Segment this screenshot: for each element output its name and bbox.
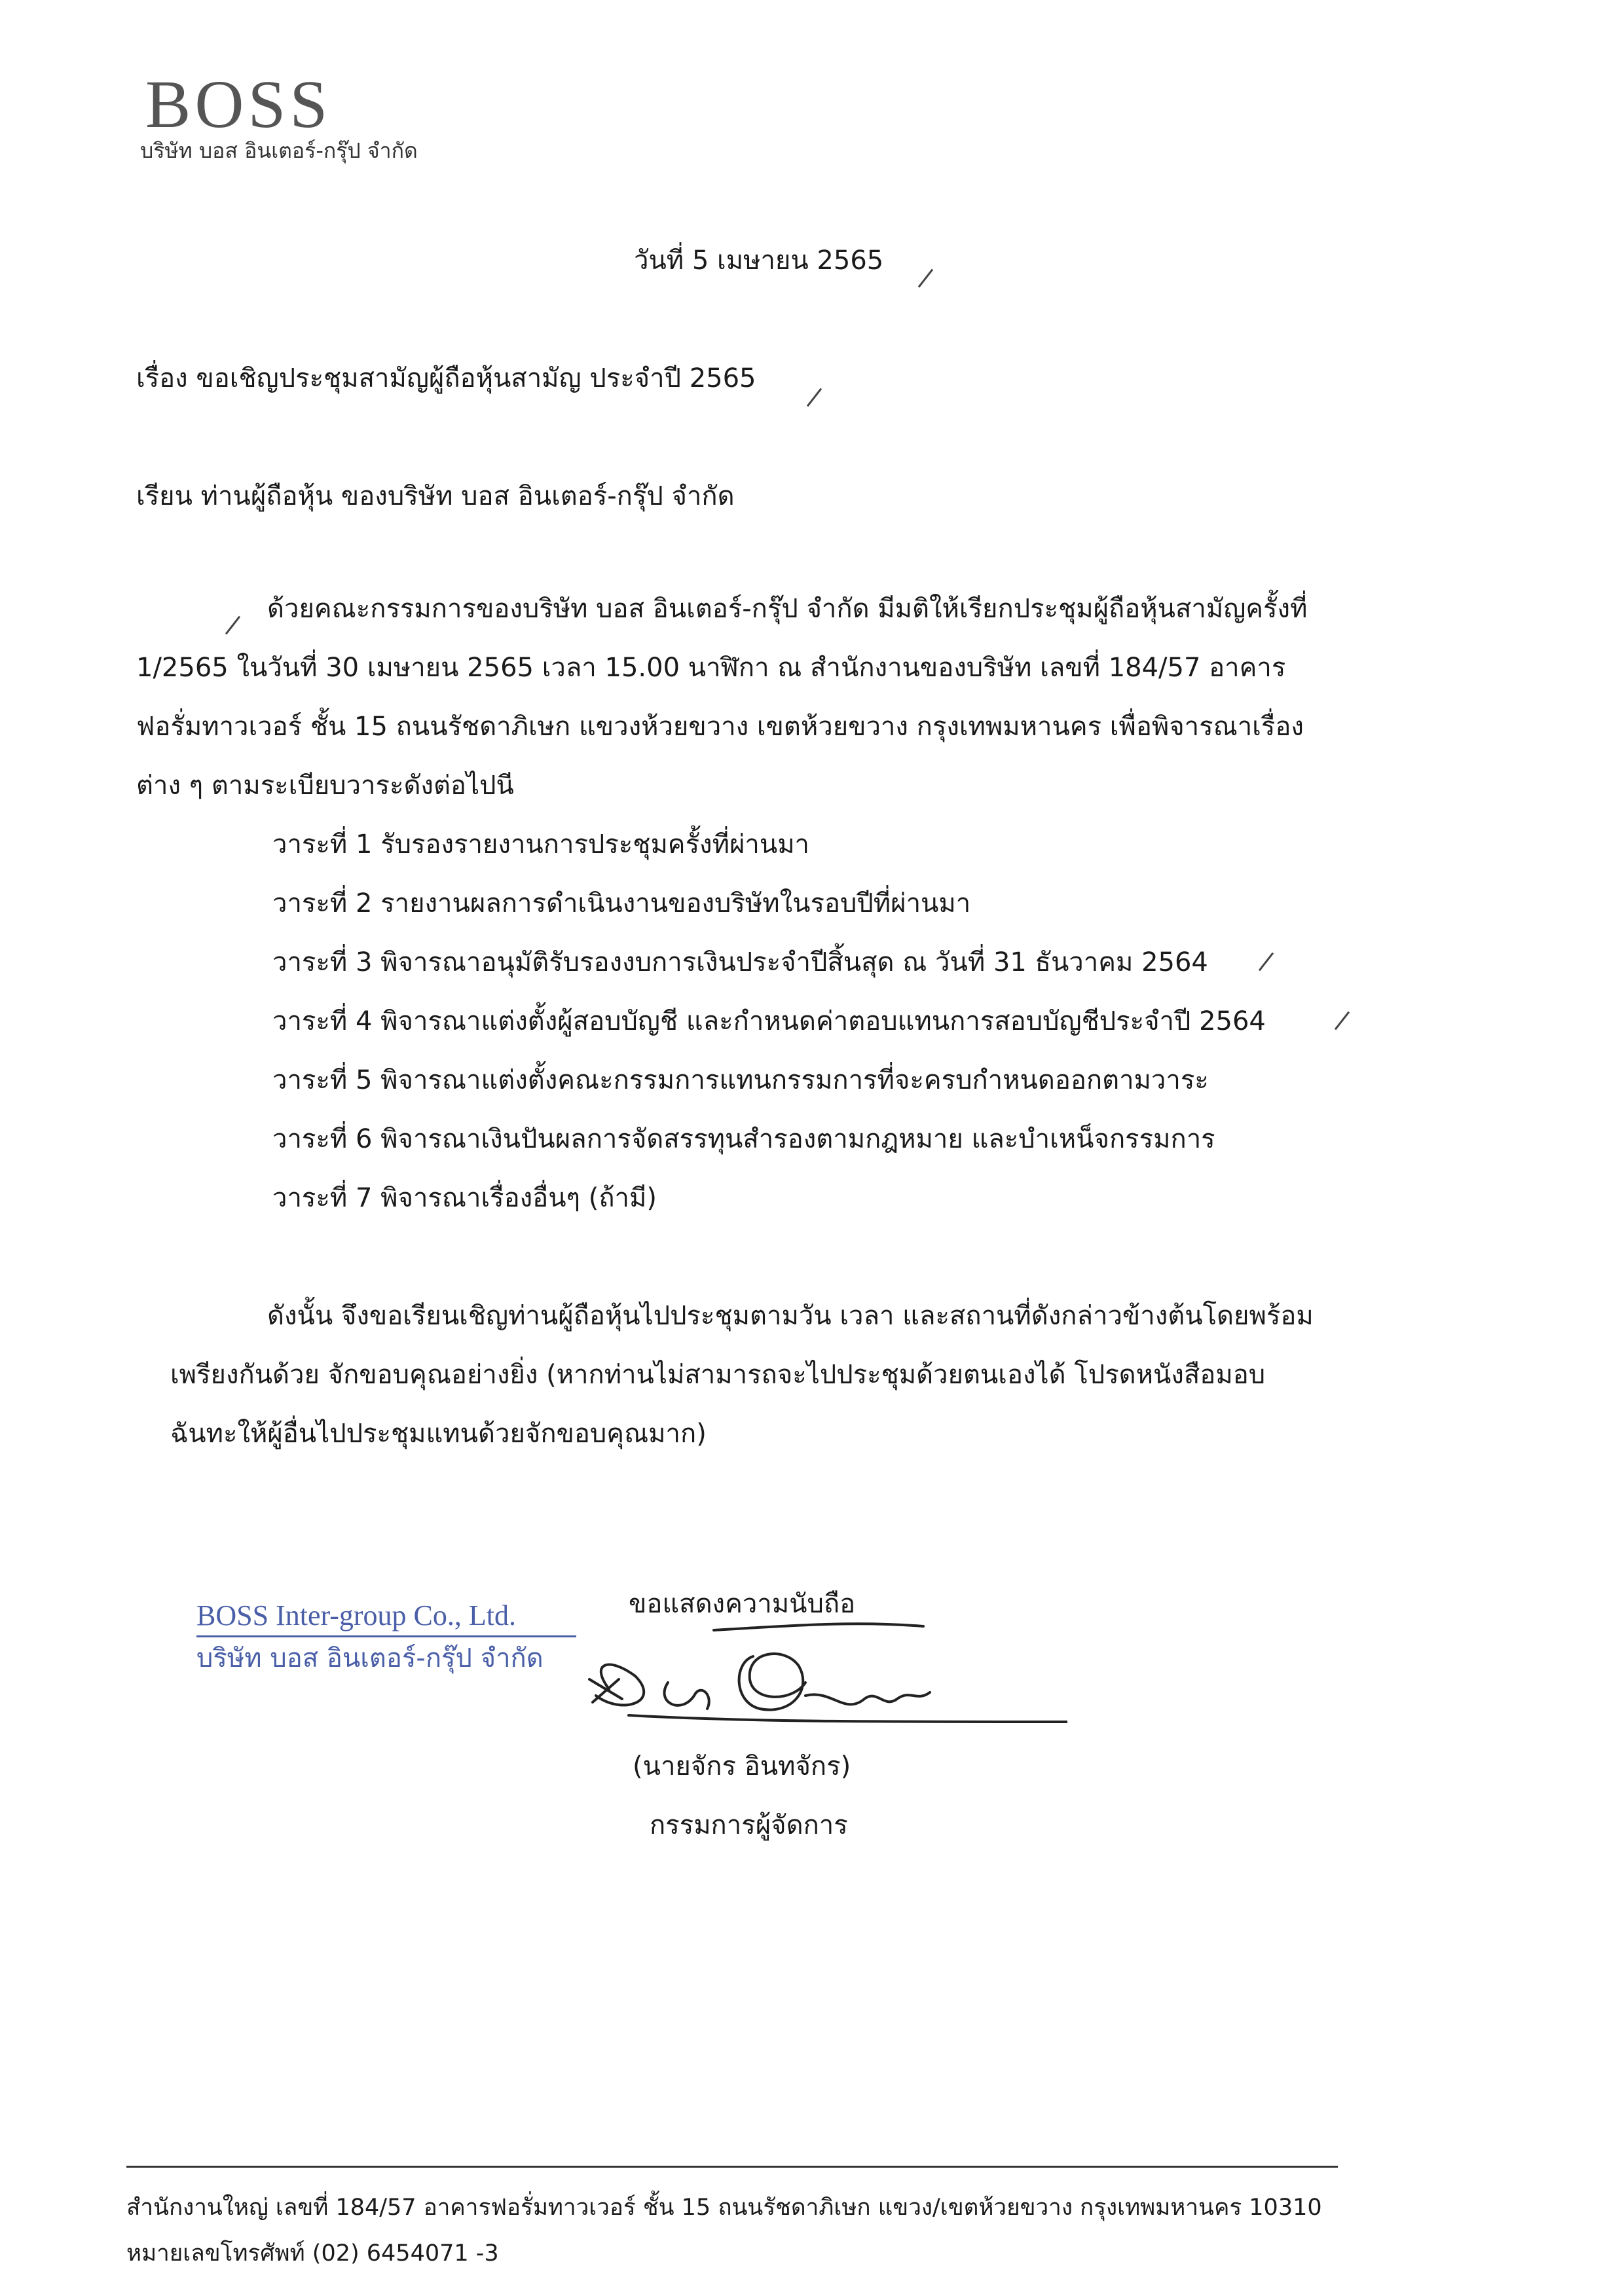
letter-date: วันที่ 5 เมษายน 2565 (634, 246, 884, 276)
letter-salutation: เรียน ท่านผู้ถือหุ้น ของบริษัท บอส อินเตอร์-กรุ๊ป จำกัด (136, 481, 735, 511)
agenda-item: วาระที่ 6 พิจารณาเงินปันผลการจัดสรรทุนสำรองตามกฎหมาย และบำเหน็จกรรมการ (272, 1124, 1215, 1154)
letter-subject: เรื่อง ขอเชิญประชุมสามัญผู้ถือหุ้นสามัญ ประจำปี 2565 (136, 363, 756, 393)
signatory-name: (นายจักร อินทจักร) (633, 1751, 851, 1781)
body-line: ด้วยคณะกรรมการของบริษัท บอส อินเตอร์-กรุ๊ป จำกัด มีมติให้เรียกประชุมผู้ถือหุ้นสามัญครั้งที่ (267, 594, 1308, 624)
footer-phone: หมายเลขโทรศัพท์ (02) 6454071 -3 (126, 2240, 499, 2267)
company-logo: BOSS (145, 67, 332, 142)
agenda-item: วาระที่ 7 พิจารณาเรื่องอื่นๆ (ถ้ามี) (272, 1183, 657, 1213)
closing-line: ดังนั้น จึงขอเรียนเชิญท่านผู้ถือหุ้นไปประชุมตามวัน เวลา และสถานที่ดังกล่าวข้างต้นโดยพร้อม (267, 1301, 1314, 1331)
closing-regards: ขอแสดงความนับถือ (629, 1589, 856, 1619)
stamp-line-en: BOSS Inter-group Co., Ltd. (196, 1599, 516, 1631)
body-line: ต่าง ๆ ตามระเบียบวาระดังต่อไปนี (136, 771, 514, 801)
check-mark-icon (1335, 1011, 1350, 1030)
agenda-item: วาระที่ 5 พิจารณาแต่งตั้งคณะกรรมการแทนกรรมการที่จะครบกำหนดออกตามวาระ (272, 1065, 1209, 1095)
signatory-position: กรรมการผู้จัดการ (650, 1810, 848, 1840)
footer-divider (126, 2166, 1338, 2168)
check-mark-icon (1259, 953, 1274, 972)
agenda-item: วาระที่ 1 รับรองรายงานการประชุมครั้งที่ผ่านมา (272, 829, 810, 860)
closing-line: ฉันทะให้ผู้อื่นไปประชุมแทนด้วยจักขอบคุณมาก) (170, 1419, 707, 1449)
check-mark-icon (807, 388, 822, 407)
agenda-item: วาระที่ 3 พิจารณาอนุมัติรับรองงบการเงินประจำปีสิ้นสุด ณ วันที่ 31 ธันวาคม 2564 (272, 947, 1208, 977)
check-mark-icon (225, 616, 240, 635)
stamp-divider (196, 1635, 576, 1637)
check-mark-icon (918, 269, 933, 288)
company-name-thai: บริษัท บอส อินเตอร์-กรุ๊ป จำกัด (140, 138, 418, 163)
stamp-line-th: บริษัท บอส อินเตอร์-กรุ๊ป จำกัด (196, 1643, 544, 1673)
body-line: ฟอรั่มทาวเวอร์ ชั้น 15 ถนนรัชดาภิเษก แขวงห้วยขวาง เขตห้วยขวาง กรุงเทพมหานคร เพื่อพิจารณาเรื่อง (136, 712, 1304, 742)
agenda-item: วาระที่ 2 รายงานผลการดำเนินงานของบริษัทในรอบปีที่ผ่านมา (272, 888, 971, 919)
closing-line: เพรียงกันด้วย จักขอบคุณอย่างยิ่ง (หากท่านไม่สามารถจะไปประชุมด้วยตนเองได้ โปรดหนังสือมอบ (170, 1360, 1266, 1390)
footer-address: สำนักงานใหญ่ เลขที่ 184/57 อาคารฟอรั่มทาวเวอร์ ชั้น 15 ถนนรัชดาภิเษก แขวง/เขตห้วยขวาง กรุงเทพมหานคร 10310 (126, 2195, 1322, 2221)
agenda-item: วาระที่ 4 พิจารณาแต่งตั้งผู้สอบบัญชี และกำหนดค่าตอบแทนการสอบบัญชีประจำปี 2564 (272, 1006, 1266, 1036)
company-stamp (196, 1597, 576, 1677)
handwritten-signature (583, 1617, 1067, 1755)
body-line: 1/2565 ในวันที่ 30 เมษายน 2565 เวลา 15.00 นาฬิกา ณ สำนักงานของบริษัท เลขที่ 184/57 อาคาร (136, 653, 1286, 683)
